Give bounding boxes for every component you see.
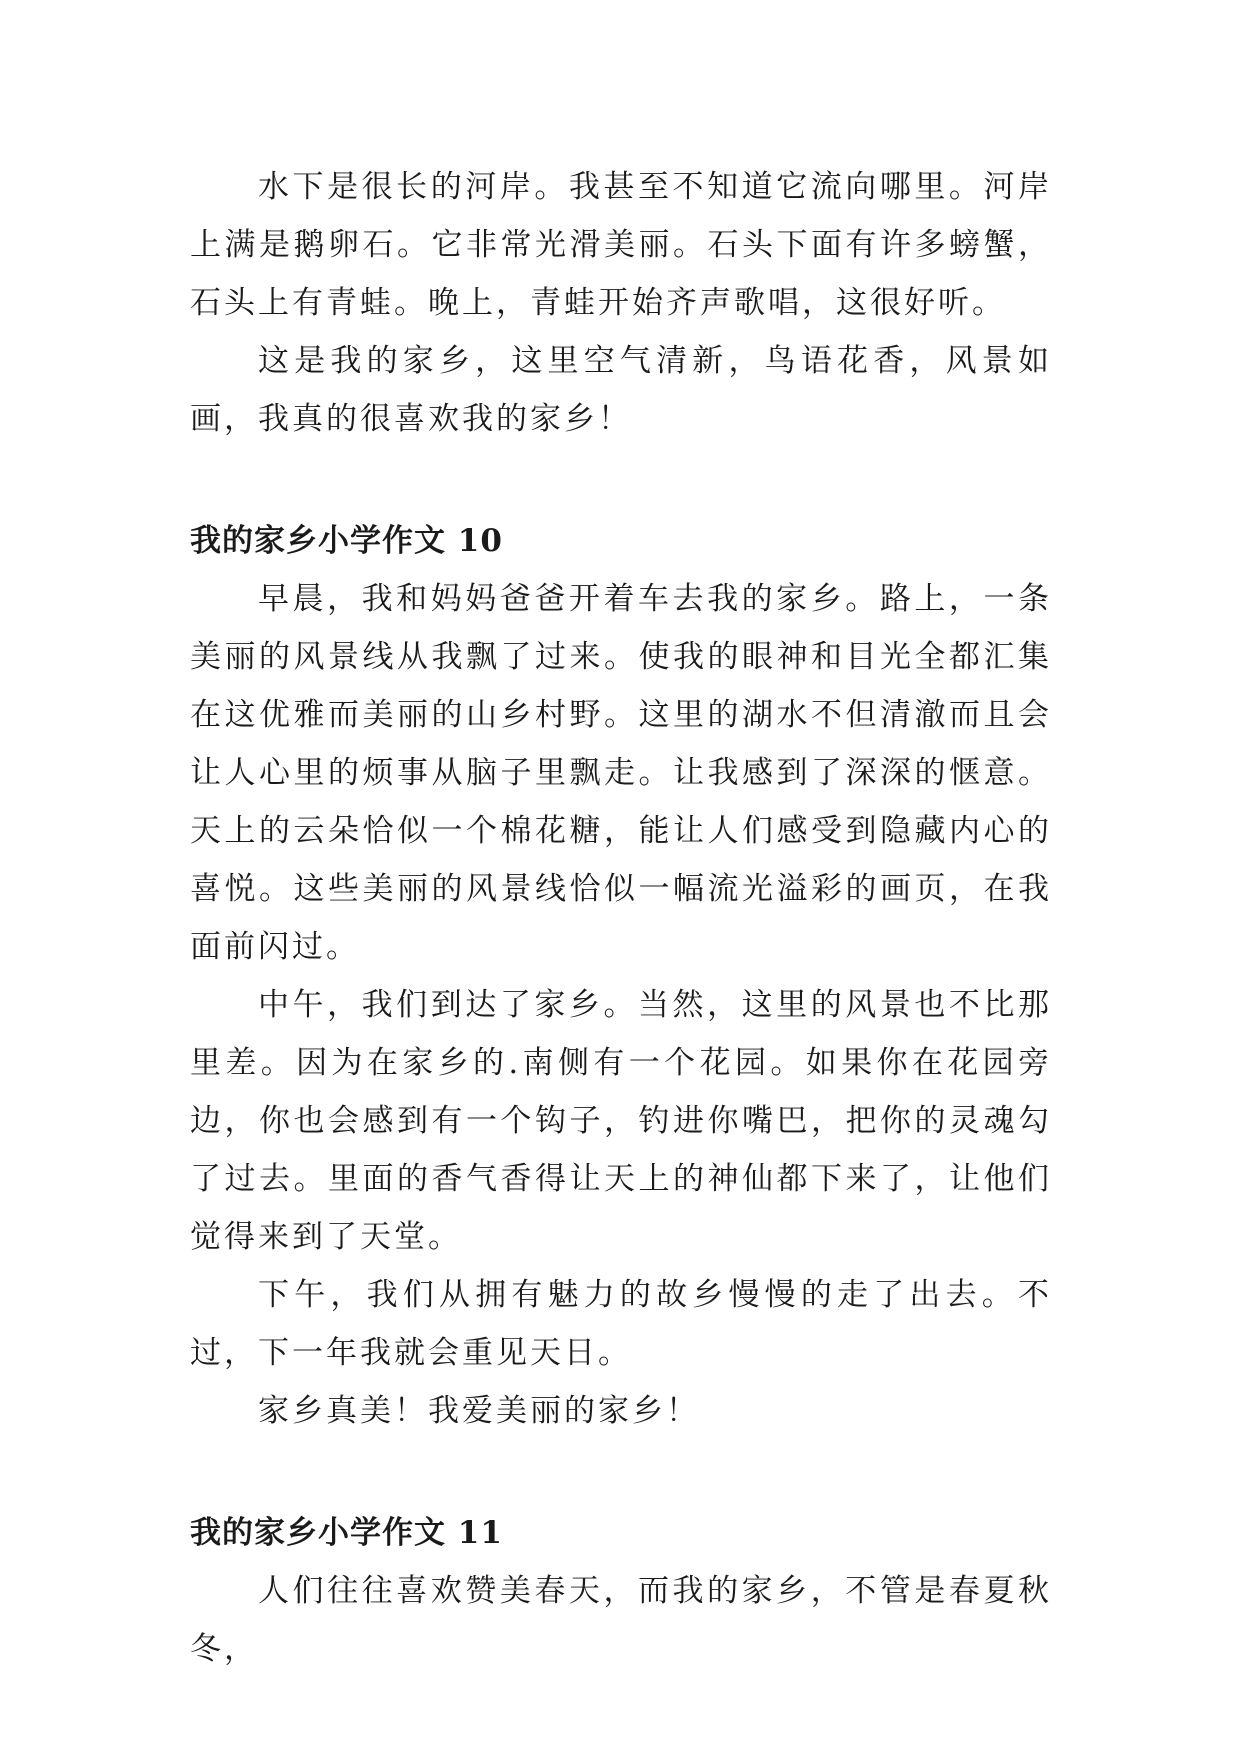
section-title-11: 我的家乡小学作文 11 <box>190 1515 503 1551</box>
section-gap <box>190 448 1052 512</box>
section-gap <box>190 1440 1052 1504</box>
paragraph: 中午，我们到达了家乡。当然，这里的风景也不比那里差。因为在家乡的.南侧有一个花园。如果你在花园旁边，你也会感到有一个钩子，钓进你嘴巴，把你的灵魂勾了过去。里面的香气香得让天上的神仙都下来了，让他们觉得来到了天堂。 <box>190 987 1052 1255</box>
paragraph: 早晨，我和妈妈爸爸开着车去我的家乡。路上，一条美丽的风景线从我飘了过来。使我的眼神和目光全都汇集在这优雅而美丽的山乡村野。这里的湖水不但清澈而且会让人心里的烦事从脑子里飘走。让我感到了深深的惬意。天上的云朵恰似一个棉花糖，能让人们感受到隐藏内心的喜悦。这些美丽的风景线恰似一幅流光溢彩的画页，在我面前闪过。 <box>190 581 1052 965</box>
paragraph: 下午，我们从拥有魅力的故乡慢慢的走了出去。不过，下一年我就会重见天日。 <box>190 1277 1052 1371</box>
paragraph: 水下是很长的河岸。我甚至不知道它流向哪里。河岸上满是鹅卵石。它非常光滑美丽。石头下面有许多螃蟹，石头上有青蛙。晚上，青蛙开始齐声歌唱，这很好听。 <box>190 169 1052 321</box>
paragraph: 这是我的家乡，这里空气清新，鸟语花香，风景如画，我真的很喜欢我的家乡！ <box>190 343 1052 437</box>
document-page <box>190 158 1052 1678</box>
paragraph: 人们往往喜欢赞美春天，而我的家乡，不管是春夏秋冬， <box>190 1573 1052 1667</box>
section-title-10: 我的家乡小学作文 10 <box>190 523 503 559</box>
paragraph: 家乡真美！我爱美丽的家乡！ <box>258 1393 700 1429</box>
